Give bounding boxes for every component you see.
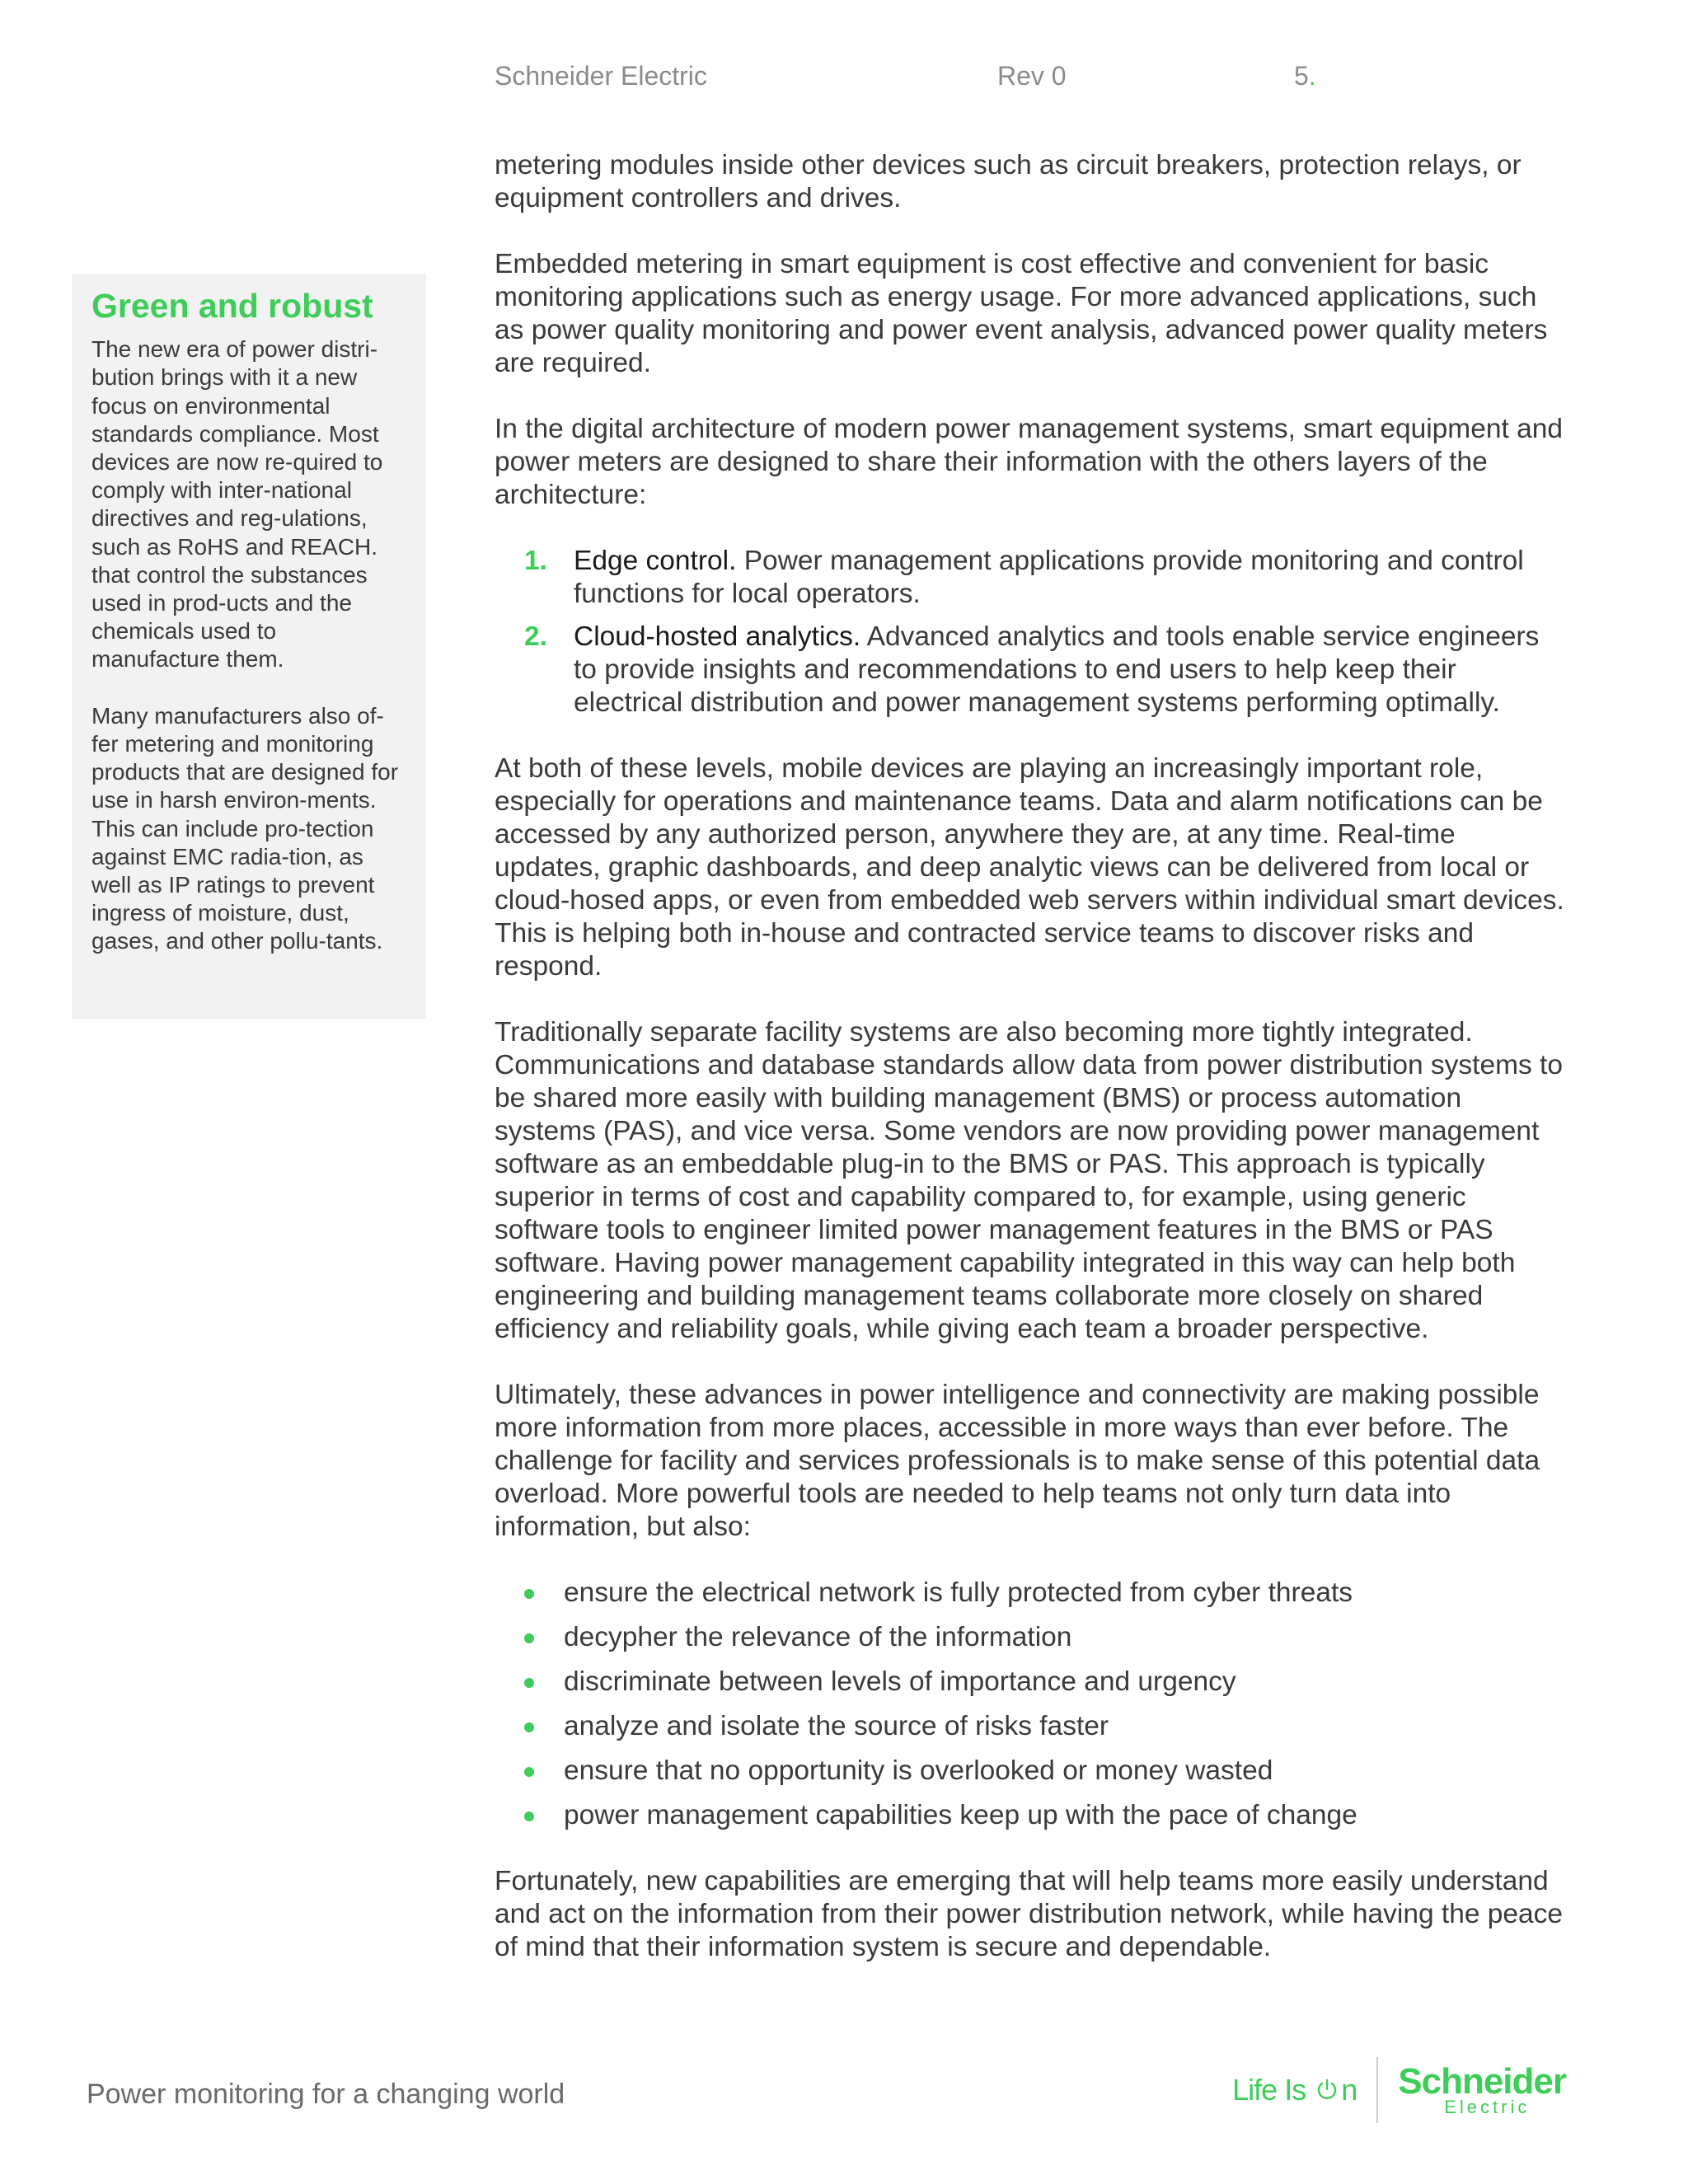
list-item — [495, 1755, 1566, 1788]
list-item-text: ensure the electrical network is fully protected from cyber threats — [564, 1577, 1353, 1608]
paragraph: At both of these levels, mobile devices are playing an increasingly important role, especially for operations and maintenance teams. Data and alarm notifications can be accessed by any authorized person, anywhere they are, at any time. Real-time updates, graphic dashboards, and deep analytic views can be delivered from local or cloud-hosed apps, or even from embedded web servers within individual smart devices. This is helping both in-house and contracted service teams to discover risks and respond. — [495, 753, 1564, 982]
bullet-icon — [524, 1767, 534, 1777]
tagline — [1232, 2073, 1357, 2107]
paragraph: Embedded metering in smart equipment is cost effective and convenient for basic monitoring applications such as energy usage. For more advanced applications, such as power quality monitoring and power event analysis, advanced power quality meters are required. — [495, 249, 1548, 378]
list-item-text: Power management applications provide monitoring and control functions for local operators. — [574, 546, 1524, 609]
brand-divider — [1376, 2057, 1378, 2123]
list-item — [495, 1577, 1566, 1610]
bullet-icon — [524, 1811, 534, 1821]
list-item-text: decypher the relevance of the information — [564, 1622, 1072, 1652]
header-revision: Rev 0 — [997, 61, 1067, 91]
paragraph: Ultimately, these advances in power intelligence and connectivity are making possible more information from more places, accessible in more ways than ever before. The challenge for facility and services professionals is to make sense of this potential data overload. More powerful tools are needed to help teams not only turn data into information, but also: — [495, 1380, 1540, 1542]
list-number: 2. — [524, 621, 547, 652]
list-item — [495, 621, 1566, 719]
page-number-dot: . — [1308, 61, 1316, 91]
list-item-lead: Edge control. — [574, 546, 737, 576]
footer-title: Power monitoring for a changing world — [87, 2079, 565, 2110]
bullet-icon — [524, 1589, 534, 1599]
power-icon — [1315, 2078, 1339, 2102]
bullet-icon — [524, 1678, 534, 1688]
sidebar-paragraph: The new era of power distri-bution brings with it a new focus on environmental standards compliance. Most devices are now re-quired to comply with inter-national directives and reg-ulations, such as RoHS and REACH. that control the substances used in prod-ucts and the chemicals used to manufacture them. — [91, 336, 383, 673]
list-item-text: analyze and isolate the source of risks faster — [564, 1711, 1109, 1741]
page-number-value: 5 — [1294, 61, 1309, 91]
list-item — [495, 1799, 1566, 1832]
logo-wordmark: Schneider — [1398, 2061, 1566, 2102]
sidebar-box — [72, 274, 426, 1019]
bullet-icon — [524, 1633, 534, 1643]
list-item-text: ensure that no opportunity is overlooked or money wasted — [564, 1755, 1273, 1786]
paragraph: In the digital architecture of modern power management systems, smart equipment and power meters are designed to share their information with the others layers of the architecture: — [495, 414, 1563, 510]
list-number: 1. — [524, 546, 547, 576]
main-content — [495, 149, 1566, 1997]
list-item — [495, 1666, 1566, 1699]
schneider-logo — [1398, 2061, 1566, 2117]
list-item-lead: Cloud-hosted analytics. — [574, 621, 861, 652]
header-page-number — [1294, 61, 1316, 91]
footer-brand — [1232, 2055, 1566, 2125]
paragraph: metering modules inside other devices such as circuit breakers, protection relays, or equipment controllers and drives. — [495, 150, 1522, 213]
numbered-list — [495, 545, 1566, 719]
sidebar-title: Green and robust — [91, 287, 373, 325]
paragraph: Fortunately, new capabilities are emerging that will help teams more easily understand and act on the information from their power distribution network, while having the peace of mind that their information system is secure and dependable. — [495, 1866, 1564, 1962]
page-header — [0, 61, 1688, 97]
list-item-text: discriminate between levels of importance and urgency — [564, 1666, 1236, 1697]
tagline-text: Life Is — [1232, 2073, 1314, 2107]
list-item — [495, 1621, 1566, 1654]
list-item-text: Advanced analytics and tools enable service engineers to provide insights and recommendations to end users to help keep their electrical distribution and power management systems performing optimally. — [574, 621, 1540, 718]
list-item — [495, 1710, 1566, 1743]
paragraph: Traditionally separate facility systems are also becoming more tightly integrated. Communications and database standards allow data from power distribution systems to be shared more easily with building management (BMS) or process automation systems (PAS), and vice versa. Some vendors are now providing power management software as an embeddable plug-in to the BMS or PAS. This approach is typically superior in terms of cost and capability compared to, for example, using generic software tools to engineer limited power management features in the BMS or PAS software. Having power management capability integrated in this way can help both engineering and building management teams collaborate more closely on shared efficiency and reliability goals, while giving each team a broader perspective. — [495, 1017, 1563, 1344]
bullet-list — [495, 1577, 1566, 1832]
tagline-text-end: n — [1341, 2073, 1357, 2107]
logo-subtitle: Electric — [1444, 2097, 1531, 2117]
bullet-icon — [524, 1722, 534, 1732]
header-company: Schneider Electric — [495, 61, 707, 91]
sidebar-paragraph: Many manufacturers also of-fer metering and monitoring products that are designed for use in harsh environ-ments. This can include pro-tection against EMC radia-tion, as well as IP ratings to prevent ingress of moisture, dust, gases, and other pollu-tants. — [91, 702, 399, 954]
list-item-text: power management capabilities keep up with the pace of change — [564, 1800, 1357, 1830]
list-item — [495, 545, 1566, 611]
